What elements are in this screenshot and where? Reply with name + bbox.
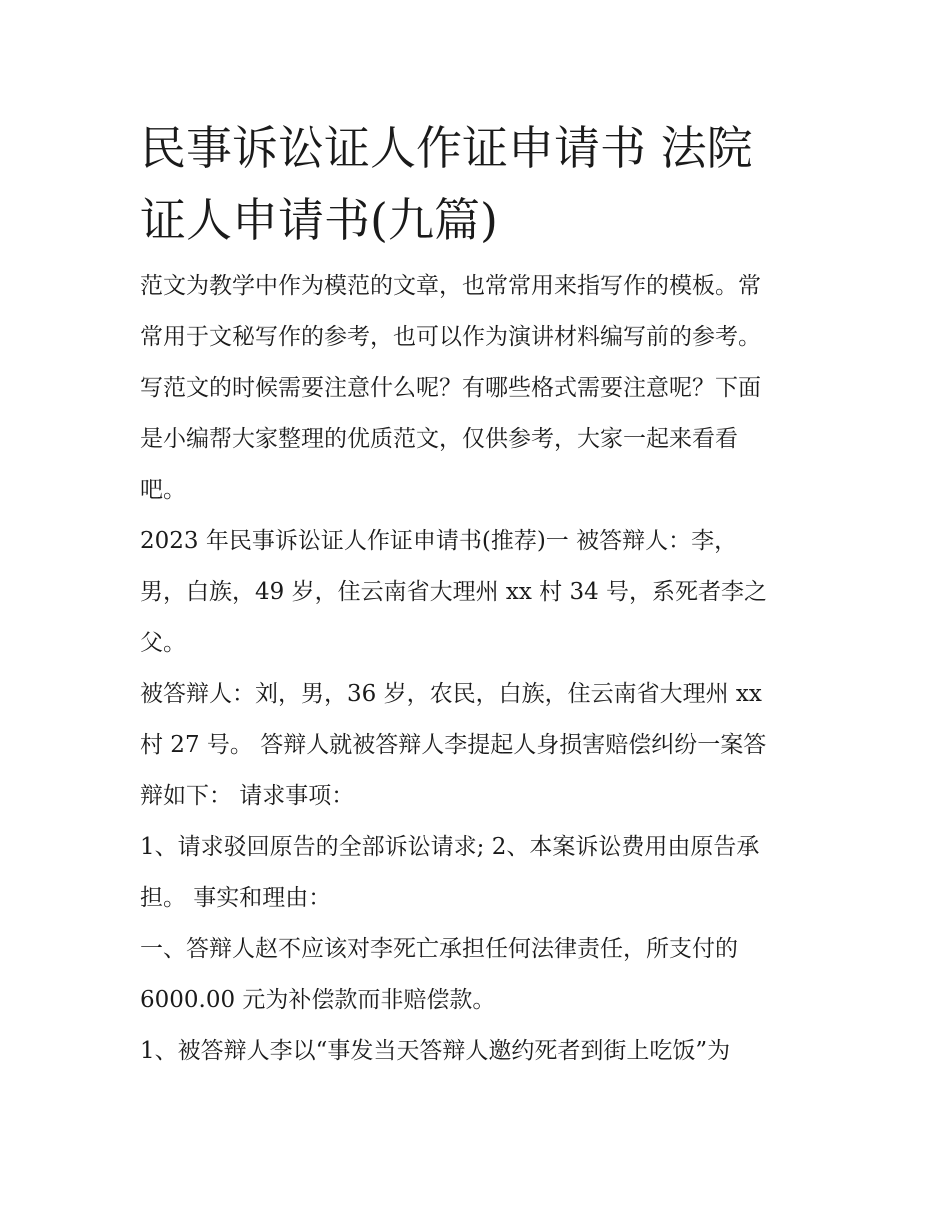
text-line: 担。 事实和理由： [140, 885, 332, 911]
paragraph-reason-1-1 [140, 1033, 812, 1069]
document-page [140, 112, 812, 1084]
title-line-2: 证人申请书(九篇) [140, 193, 498, 247]
text-line: 一、答辩人赵不应该对李死亡承担任何法律责任，所支付的 [140, 936, 738, 962]
text-line: 村 27 号。 答辩人就被答辩人李提起人身损害赔偿纠纷一案答 [140, 732, 767, 758]
paragraph-respondent-1 [140, 523, 812, 661]
paragraph-reason-1 [140, 931, 812, 1018]
paragraph-intro [140, 268, 812, 508]
text-line: 辩如下： 请求事项： [140, 783, 355, 809]
text-line: 写范文的时候需要注意什么呢？有哪些格式需要注意呢？下面 [140, 375, 761, 401]
text-line: 男，白族，49 岁，住云南省大理州 xx 村 34 号，系死者李之 [140, 579, 768, 605]
paragraph-respondent-2 [140, 676, 812, 814]
text-line: 常用于文秘写作的参考，也可以作为演讲材料编写前的参考。 [140, 324, 761, 350]
title-line-1: 民事诉讼证人作证申请书 法院 [140, 121, 753, 175]
document-title [140, 112, 812, 256]
text-line: 2023 年民事诉讼证人作证申请书(推荐)一 被答辩人：李， [140, 528, 738, 554]
text-line: 被答辩人：刘，男，36 岁，农民，白族，住云南省大理州 xx [140, 681, 762, 707]
text-line: 父。 [140, 630, 186, 656]
text-line: 1、被答辩人李以“事发当天答辩人邀约死者到街上吃饭”为 [140, 1038, 731, 1064]
text-line: 6000.00 元为补偿款而非赔偿款。 [140, 987, 496, 1013]
text-line: 范文为教学中作为模范的文章，也常常用来指写作的模板。常 [140, 273, 761, 299]
text-line: 吧。 [140, 477, 186, 503]
paragraph-requests [140, 829, 812, 916]
text-line: 1、请求驳回原告的全部诉讼请求; 2、本案诉讼费用由原告承 [140, 834, 760, 860]
text-line: 是小编帮大家整理的优质范文，仅供参考，大家一起来看看 [140, 426, 738, 452]
